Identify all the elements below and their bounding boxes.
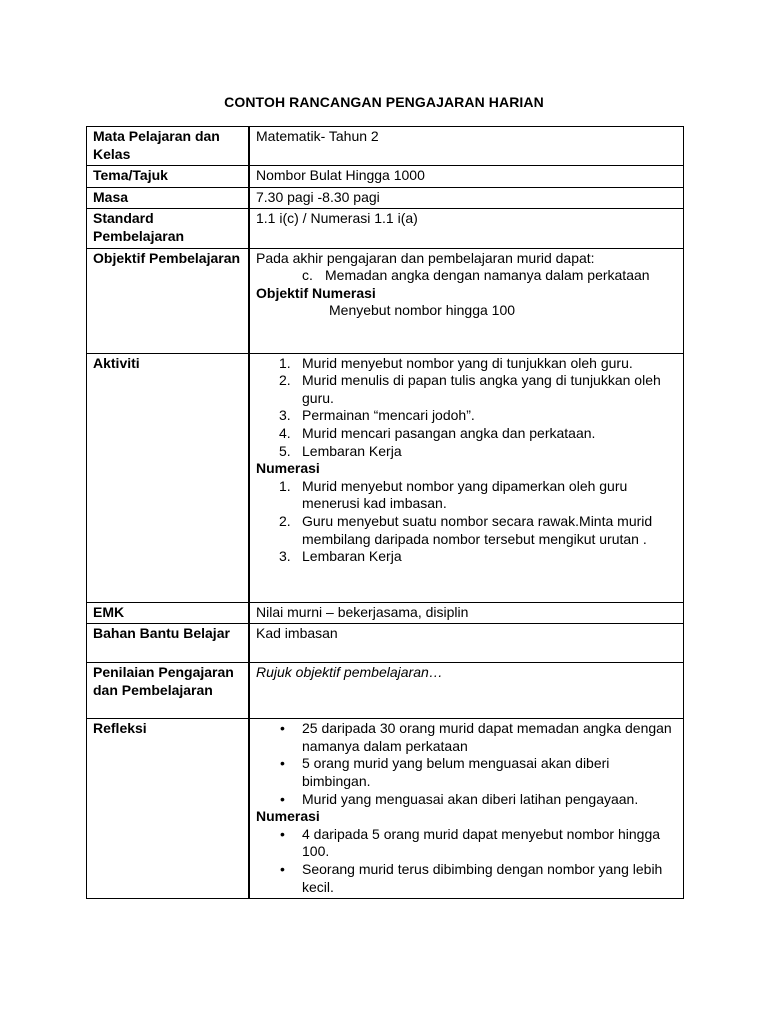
label-penilaian: Penilaian Pengajaran dan Pembelajaran bbox=[87, 663, 250, 719]
value-emk: Nilai murni – bekerjasama, disiplin bbox=[249, 602, 684, 624]
item-text: Lembaran Kerja bbox=[302, 548, 402, 565]
bullet-icon: • bbox=[280, 720, 285, 737]
item-marker: c. bbox=[302, 267, 313, 284]
row-penilaian bbox=[87, 663, 684, 719]
list-item bbox=[256, 861, 677, 896]
aktiviti-list bbox=[256, 355, 677, 461]
item-text: Lembaran Kerja bbox=[302, 442, 402, 459]
list-item: 3. Permainan “mencari jodoh”. bbox=[279, 407, 475, 424]
value-bahan-bantu: Kad imbasan bbox=[249, 624, 684, 663]
label-masa: Masa bbox=[87, 187, 250, 209]
row-refleksi bbox=[87, 719, 684, 899]
list-item: 5. Lembaran Kerja bbox=[279, 442, 402, 459]
list-item bbox=[256, 267, 677, 285]
item-text: Murid yang menguasai akan diberi latihan pengayaan. bbox=[302, 790, 639, 807]
bullet-icon: • bbox=[280, 825, 285, 842]
item-text: Permainan “mencari jodoh”. bbox=[302, 407, 475, 424]
list-item: 1. Murid menyebut nombor yang di tunjukkan oleh guru. bbox=[279, 354, 633, 371]
objektif-numerasi-text: Menyebut nombor hingga 100 bbox=[329, 302, 516, 319]
value-mata-pelajaran: Matematik- Tahun 2 bbox=[249, 127, 684, 166]
item-text: Memadan angka dengan namanya dalam perkataan bbox=[325, 267, 650, 284]
row-tema bbox=[87, 166, 684, 188]
list-item: 2. Guru menyebut suatu nombor secara rawak.Minta murid membilang daripada nombor tersebut mengikut urutan . bbox=[279, 512, 653, 547]
lesson-plan-table bbox=[86, 126, 684, 899]
refleksi-numerasi-heading: Numerasi bbox=[256, 808, 320, 825]
list-item: 2. Murid menulis di papan tulis angka yang di tunjukkan oleh guru. bbox=[279, 372, 661, 406]
label-objektif: Objektif Pembelajaran bbox=[87, 248, 250, 353]
bullet-icon: • bbox=[280, 755, 285, 772]
row-standard bbox=[87, 209, 684, 248]
refleksi-list bbox=[256, 720, 677, 808]
label-tema: Tema/Tajuk bbox=[87, 166, 250, 188]
list-item bbox=[256, 826, 677, 861]
value-masa: 7.30 pagi -8.30 pagi bbox=[249, 187, 684, 209]
value-standard: 1.1 i(c) / Numerasi 1.1 i(a) bbox=[249, 209, 684, 248]
label-mata-pelajaran: Mata Pelajaran dan Kelas bbox=[87, 127, 250, 166]
value-penilaian: Rujuk objektif pembelajaran… bbox=[249, 663, 684, 719]
label-aktiviti: Aktiviti bbox=[87, 353, 250, 602]
item-text: 5 orang murid yang belum menguasai akan diberi bimbingan. bbox=[302, 755, 610, 789]
row-bahan-bantu bbox=[87, 624, 684, 663]
bullet-icon: • bbox=[280, 790, 285, 807]
bullet-icon: • bbox=[280, 860, 285, 877]
list-item: 3. Lembaran Kerja bbox=[279, 548, 402, 565]
item-text: Guru menyebut suatu nombor secara rawak.Minta murid membilang daripada nombor tersebut mengikut urutan . bbox=[302, 512, 653, 547]
item-text: 4 daripada 5 orang murid dapat menyebut nombor hingga 100. bbox=[302, 825, 661, 860]
document-title: CONTOH RANCANGAN PENGAJARAN HARIAN bbox=[224, 94, 544, 110]
value-objektif bbox=[249, 248, 684, 353]
refleksi-numerasi-list bbox=[256, 826, 677, 896]
item-text: Murid menyebut nombor yang di tunjukkan oleh guru. bbox=[302, 354, 633, 371]
objektif-list bbox=[256, 267, 677, 285]
item-text: 25 daripada 30 orang murid dapat memadan angka dengan namanya dalam perkataan bbox=[302, 720, 672, 754]
row-mata-pelajaran bbox=[87, 127, 684, 166]
list-item bbox=[256, 720, 677, 755]
objektif-intro: Pada akhir pengajaran dan pembelajaran murid dapat: bbox=[256, 249, 595, 266]
item-text: Seorang murid terus dibimbing dengan nombor yang lebih kecil. bbox=[302, 860, 663, 895]
value-tema: Nombor Bulat Hingga 1000 bbox=[249, 166, 684, 188]
list-item bbox=[256, 755, 677, 790]
value-refleksi bbox=[249, 719, 684, 899]
list-item bbox=[256, 791, 677, 809]
aktiviti-numerasi-list bbox=[256, 478, 677, 566]
label-standard: Standard Pembelajaran bbox=[87, 209, 250, 248]
row-emk bbox=[87, 602, 684, 624]
label-refleksi: Refleksi bbox=[87, 719, 250, 899]
row-objektif bbox=[87, 248, 684, 353]
objektif-numerasi-heading: Objektif Numerasi bbox=[256, 284, 376, 301]
item-text: Murid menulis di papan tulis angka yang di tunjukkan oleh guru. bbox=[302, 372, 661, 406]
value-aktiviti bbox=[249, 353, 684, 602]
label-bahan-bantu: Bahan Bantu Belajar bbox=[87, 624, 250, 663]
row-aktiviti bbox=[87, 353, 684, 602]
item-text: Murid menyebut nombor yang dipamerkan oleh guru menerusi kad imbasan. bbox=[302, 477, 628, 512]
list-item: 4. Murid mencari pasangan angka dan perkataan. bbox=[279, 424, 596, 441]
label-emk: EMK bbox=[87, 602, 250, 624]
item-text: Murid mencari pasangan angka dan perkataan. bbox=[302, 424, 596, 441]
list-item: 1. Murid menyebut nombor yang dipamerkan oleh guru menerusi kad imbasan. bbox=[279, 477, 628, 512]
aktiviti-numerasi-heading: Numerasi bbox=[256, 460, 320, 477]
row-masa bbox=[87, 187, 684, 209]
